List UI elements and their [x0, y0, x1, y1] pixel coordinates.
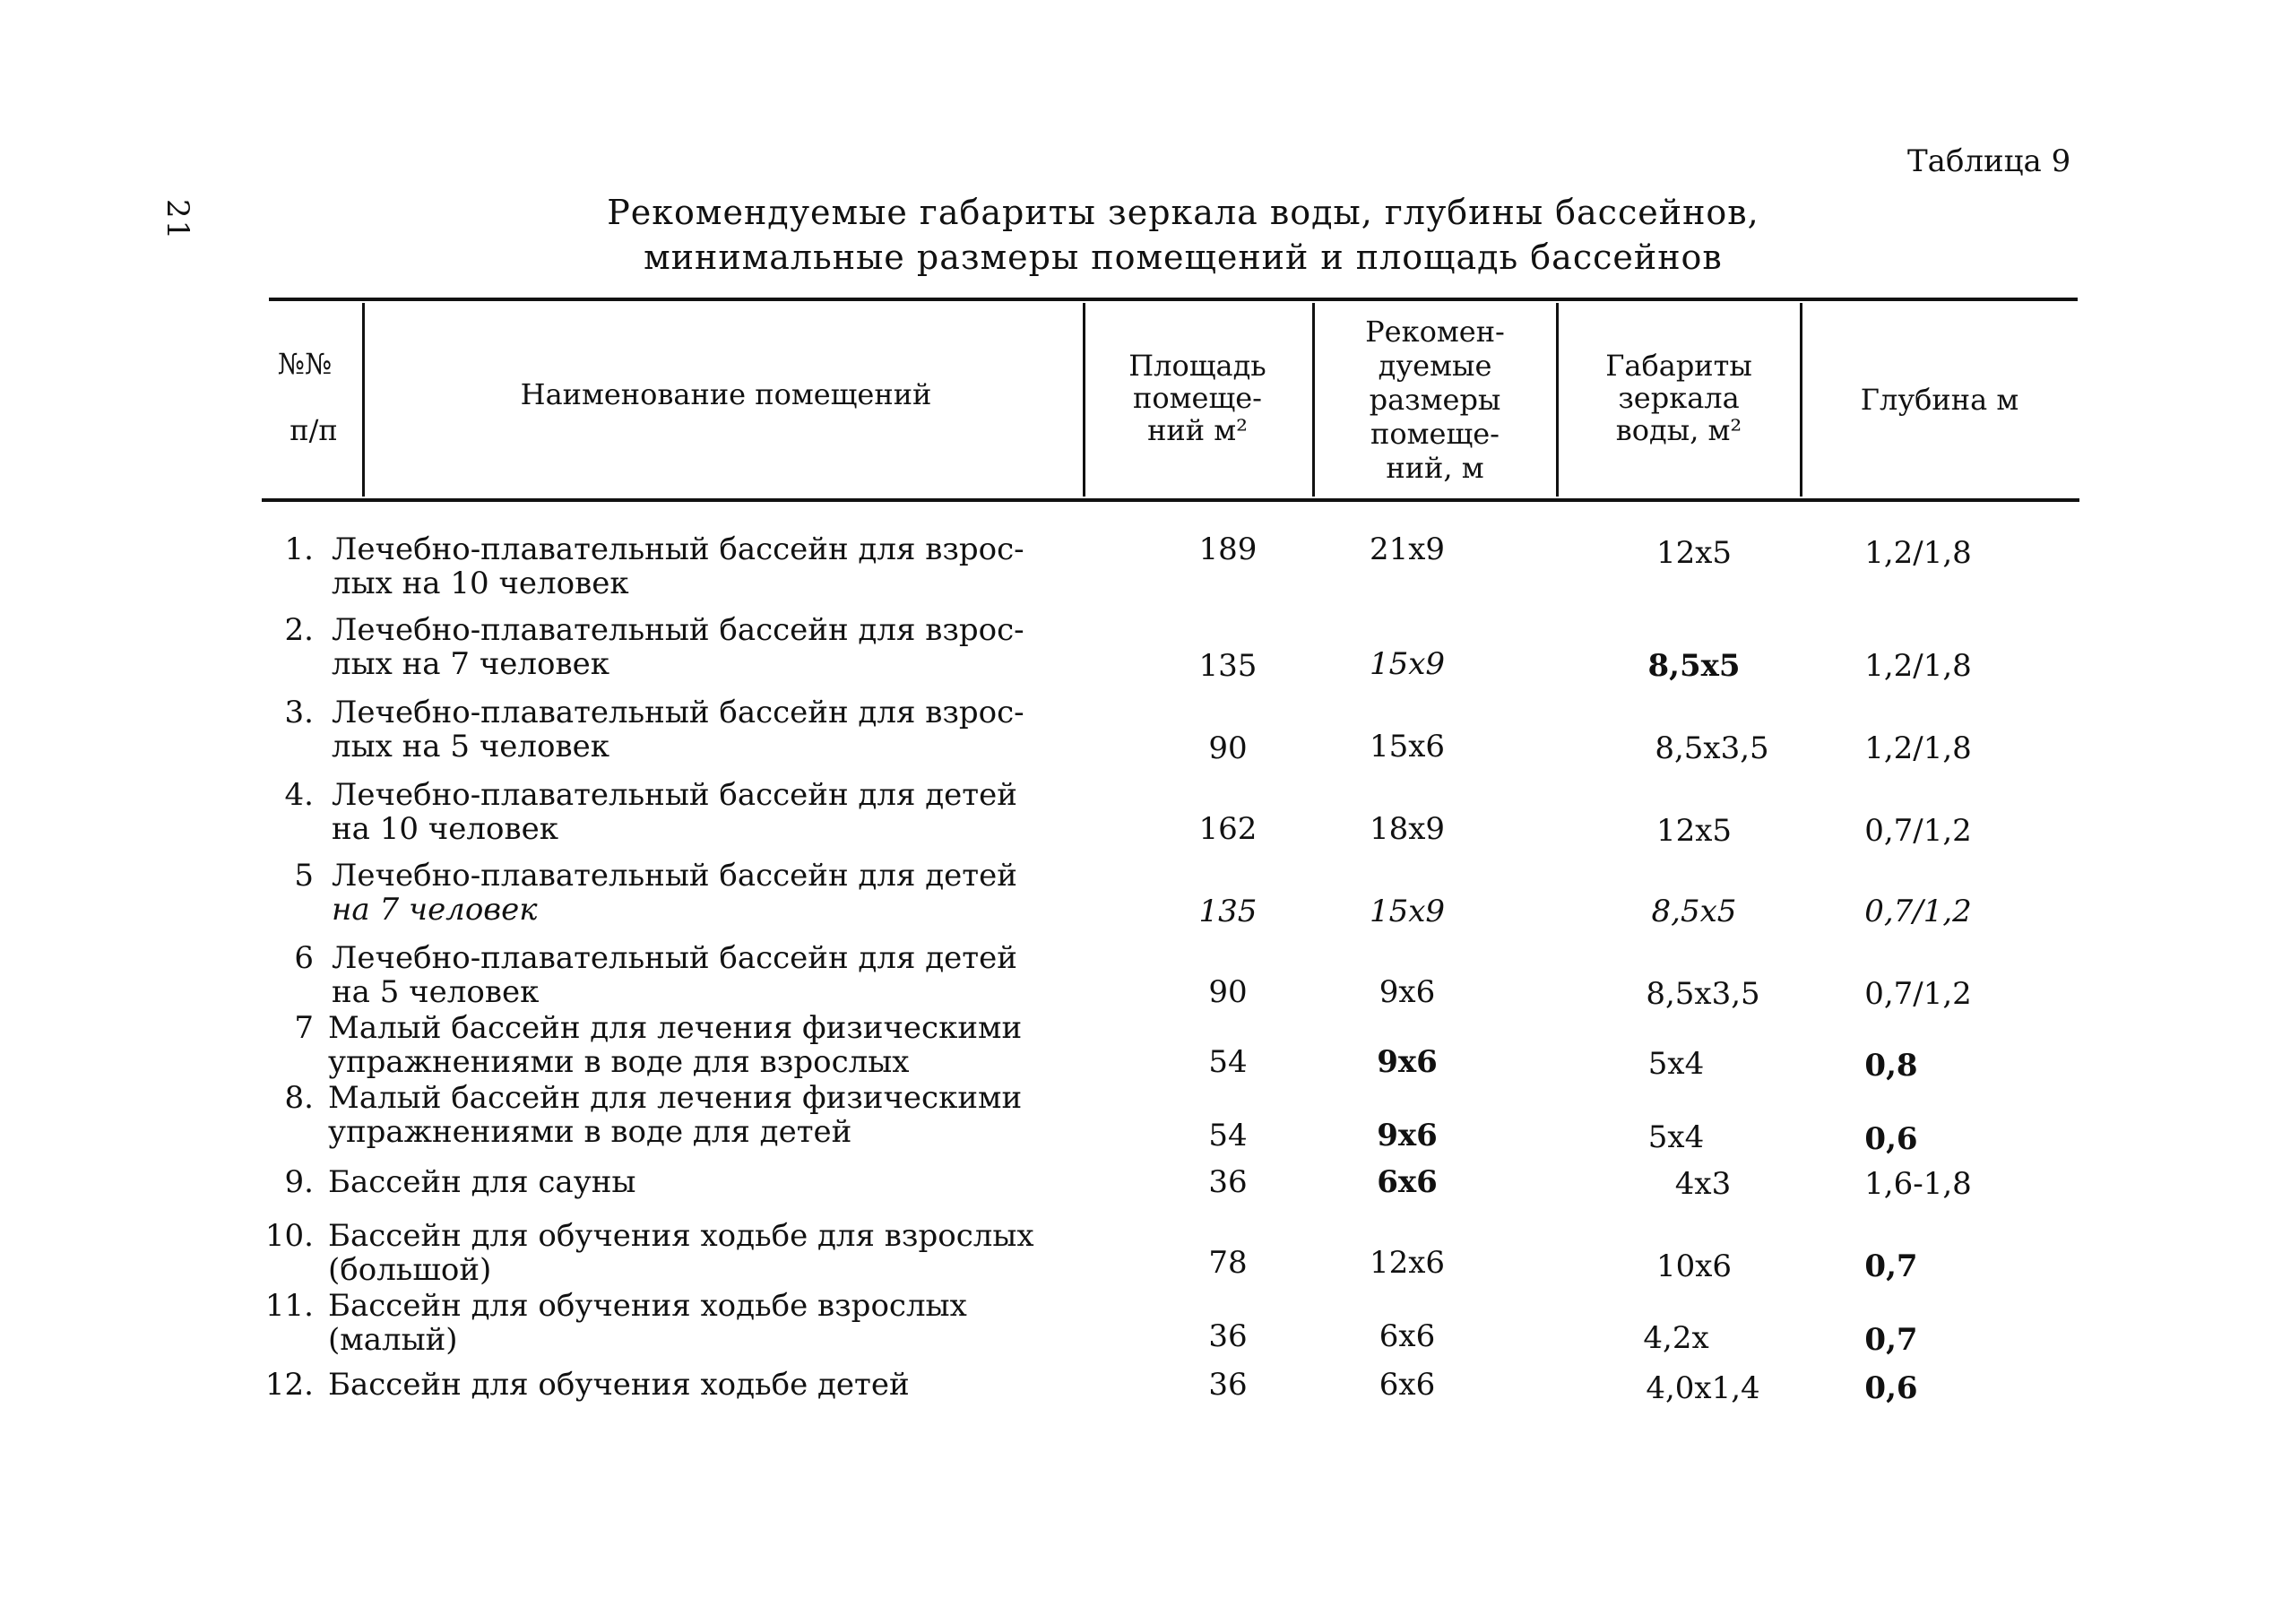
row-name-line1: Лечебно-плавательный бассейн для детей: [332, 858, 1017, 894]
row-depth: 1,2/1,8: [1864, 730, 1972, 766]
header-num-line2: п/п: [290, 413, 338, 447]
header-area-line3: ний м²: [1147, 413, 1248, 447]
row-name-line1: Лечебно-плавательный бассейн для взрос-: [332, 612, 1024, 648]
row-depth: 0,7/1,2: [1864, 894, 1972, 929]
row-area: 135: [1198, 648, 1258, 684]
header-top-rule: [269, 298, 2078, 301]
header-size-line4: помеще-: [1370, 417, 1500, 451]
row-area: 189: [1198, 531, 1258, 567]
column-divider-1: [362, 303, 365, 497]
row-mirror: 5x4: [1647, 1119, 1705, 1155]
row-depth: 0,6: [1864, 1370, 1918, 1406]
row-size: 9x6: [1377, 1044, 1438, 1080]
row-name-line2: на 5 человек: [332, 974, 540, 1010]
row-name-line1: Бассейн для обучения ходьбе для взрослых: [328, 1218, 1034, 1254]
row-name-line1: Малый бассейн для лечения физическими: [328, 1080, 1023, 1116]
row-number: 3.: [284, 695, 314, 730]
row-depth: 1,6-1,8: [1864, 1166, 1972, 1202]
row-size: 15x9: [1369, 894, 1446, 929]
row-name-line1: Бассейн для обучения ходьбе детей: [328, 1367, 910, 1403]
header-size-line3: размеры: [1369, 383, 1501, 417]
row-area: 78: [1208, 1245, 1248, 1281]
row-mirror: 5x4: [1647, 1046, 1705, 1082]
row-size: 15x9: [1369, 646, 1446, 682]
row-number: 2.: [284, 612, 314, 648]
row-mirror: 4,2x: [1643, 1320, 1709, 1356]
row-name-line2: упражнениями в воде для взрослых: [328, 1044, 910, 1080]
row-size: 15x6: [1369, 729, 1446, 764]
row-name-line1: Лечебно-плавательный бассейн для детей: [332, 940, 1017, 976]
row-mirror: 10x6: [1655, 1248, 1733, 1284]
row-size: 12x6: [1369, 1245, 1446, 1281]
row-number: 6: [294, 940, 314, 976]
header-mirror-line1: Габариты: [1605, 349, 1752, 383]
row-name-line2: лых на 7 человек: [332, 646, 610, 682]
row-name-line2: (малый): [328, 1322, 458, 1358]
row-name-line1: Лечебно-плавательный бассейн для взрос-: [332, 695, 1024, 730]
row-size: 6x6: [1377, 1164, 1438, 1200]
table-title-line1: Рекомендуемые габариты зеркала воды, глубины бассейнов,: [607, 193, 1759, 232]
row-size: 6x6: [1379, 1318, 1436, 1354]
header-size-line2: дуемые: [1378, 349, 1492, 383]
header-mirror-line2: зеркала: [1618, 381, 1740, 415]
row-name-line2: упражнениями в воде для детей: [328, 1114, 852, 1150]
row-mirror: 12x5: [1655, 535, 1733, 571]
header-area-line1: Площадь: [1128, 349, 1266, 383]
header-num-line1: №№: [277, 347, 333, 381]
table-title-line2: минимальные размеры помещений и площадь бассейнов: [644, 238, 1723, 277]
row-name-line1: Малый бассейн для лечения физическими: [328, 1010, 1023, 1046]
table-label: Таблица 9: [1907, 143, 2071, 179]
row-mirror: 8,5x3,5: [1646, 976, 1760, 1012]
row-name-line2: лых на 5 человек: [332, 729, 610, 764]
row-depth: 0,6: [1864, 1121, 1918, 1157]
header-area-line2: помеще-: [1133, 381, 1262, 415]
row-mirror: 8,5x3,5: [1655, 730, 1769, 766]
page-number: 21: [160, 199, 195, 242]
row-area: 36: [1208, 1318, 1248, 1354]
header-size-line5: ний, м: [1386, 451, 1484, 485]
header-size-line1: Рекомен-: [1365, 315, 1505, 349]
header-bottom-rule: [262, 498, 2079, 502]
row-size: 9x6: [1377, 1118, 1438, 1153]
row-depth: 0,7/1,2: [1864, 813, 1972, 849]
row-area: 54: [1208, 1044, 1248, 1080]
column-divider-3: [1312, 303, 1315, 497]
row-area: 54: [1208, 1118, 1248, 1153]
row-number: 12.: [264, 1367, 314, 1403]
row-name-line2: (большой): [328, 1252, 492, 1288]
column-divider-5: [1800, 303, 1802, 497]
row-area: 135: [1198, 894, 1258, 929]
row-number: 7: [294, 1010, 314, 1046]
row-depth: 0,8: [1864, 1048, 1918, 1084]
row-size: 18x9: [1369, 811, 1446, 847]
column-divider-2: [1083, 303, 1085, 497]
row-depth: 1,2/1,8: [1864, 535, 1972, 571]
row-number: 9.: [284, 1164, 314, 1200]
row-size: 6x6: [1379, 1367, 1436, 1403]
row-name-line1: Лечебно-плавательный бассейн для детей: [332, 777, 1017, 813]
row-name-line2: на 7 человек: [332, 892, 538, 928]
row-name-line1: Бассейн для сауны: [328, 1164, 636, 1200]
row-depth: 1,2/1,8: [1864, 648, 1972, 684]
row-mirror: 12x5: [1655, 813, 1733, 849]
header-name: Наименование помещений: [520, 377, 932, 411]
row-size: 9x6: [1379, 974, 1436, 1010]
row-area: 36: [1208, 1367, 1248, 1403]
row-mirror: 4,0x1,4: [1646, 1370, 1760, 1406]
row-mirror: 4x3: [1674, 1166, 1732, 1202]
header-mirror-line3: воды, м²: [1615, 413, 1742, 447]
row-number: 11.: [264, 1288, 314, 1324]
row-area: 36: [1208, 1164, 1248, 1200]
row-depth: 0,7/1,2: [1864, 976, 1972, 1012]
row-mirror: 8,5x5: [1647, 648, 1741, 684]
row-name-line2: на 10 человек: [332, 811, 558, 847]
row-area: 162: [1198, 811, 1258, 847]
row-number: 1.: [284, 531, 314, 567]
row-area: 90: [1208, 974, 1248, 1010]
row-depth: 0,7: [1864, 1322, 1918, 1358]
row-number: 5: [294, 858, 314, 894]
row-name-line1: Бассейн для обучения ходьбе взрослых: [328, 1288, 967, 1324]
row-number: 10.: [264, 1218, 314, 1254]
row-name-line1: Лечебно-плавательный бассейн для взрос-: [332, 531, 1024, 567]
row-size: 21x9: [1369, 531, 1446, 567]
header-depth: Глубина м: [1860, 383, 2019, 417]
row-name-line2: лых на 10 человек: [332, 566, 629, 601]
row-mirror: 8,5x5: [1651, 894, 1737, 929]
row-number: 4.: [284, 777, 314, 813]
row-depth: 0,7: [1864, 1248, 1918, 1284]
row-area: 90: [1208, 730, 1248, 766]
row-number: 8.: [284, 1080, 314, 1116]
column-divider-4: [1556, 303, 1559, 497]
